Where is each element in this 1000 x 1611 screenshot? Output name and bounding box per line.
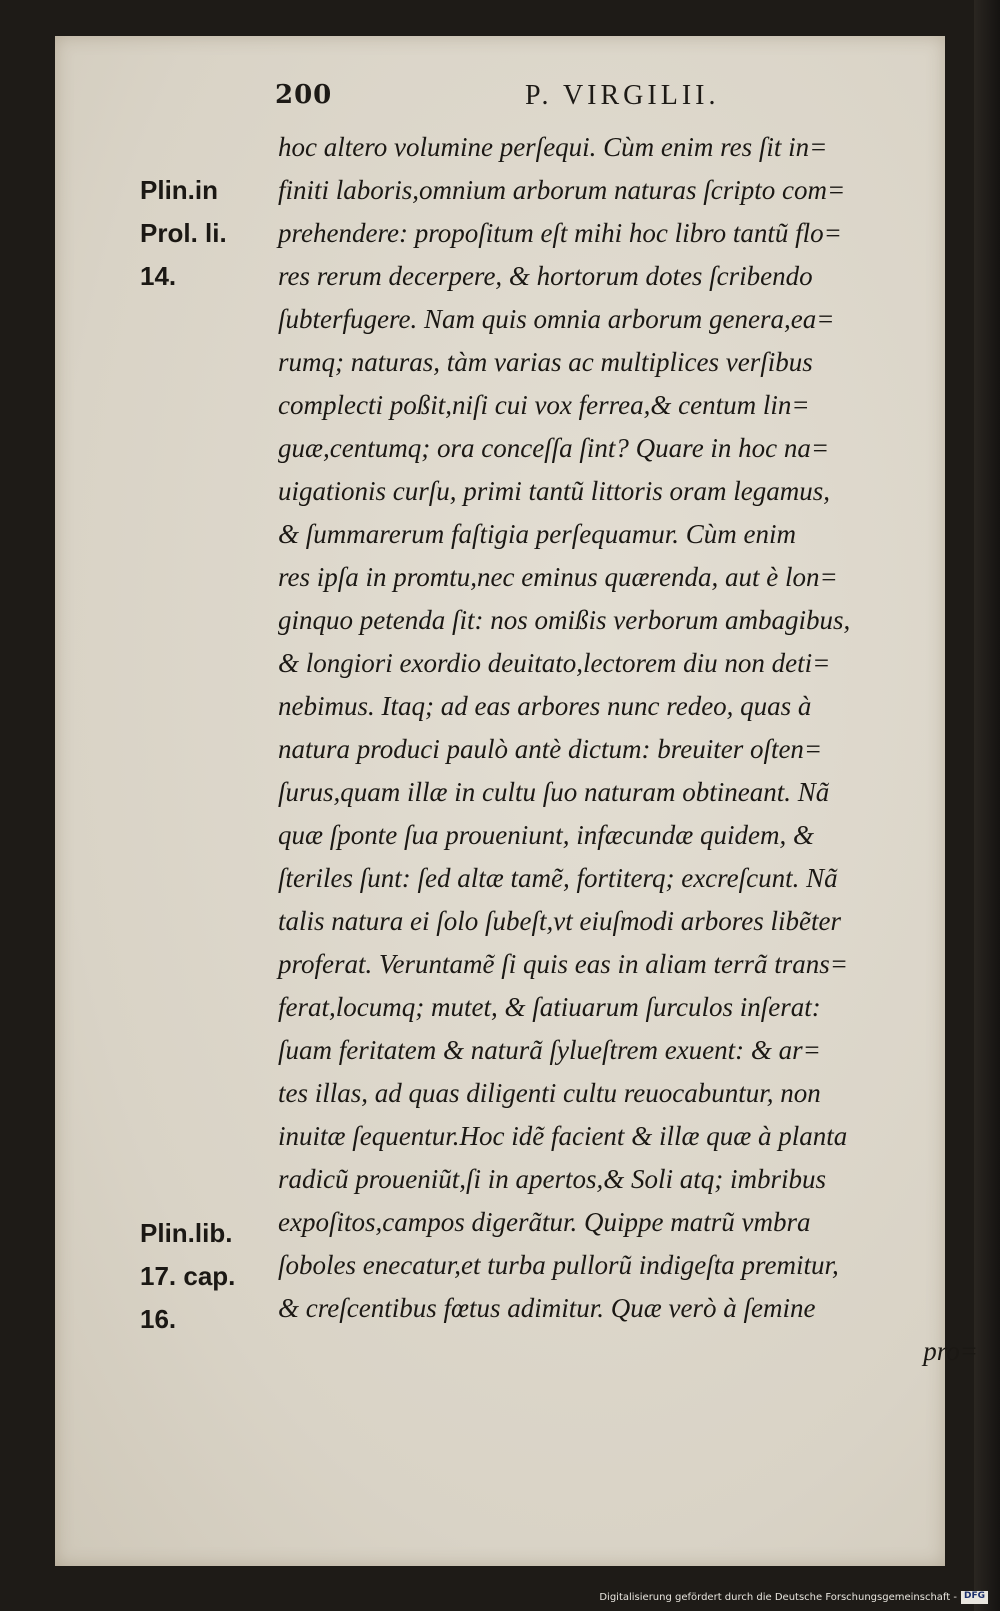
marginal-note-pliny-book-17 xyxy=(140,1218,275,1347)
text-line: finiti laboris,omnium arborum naturas ſcripto com= xyxy=(278,175,846,205)
text-line: ferat,locumq; mutet, & ſatiuarum ſurculos inſerat: xyxy=(278,992,821,1022)
marginal-note-line: 14. xyxy=(140,261,177,291)
text-line: complecti poßit,niſi cui vox ferrea,& centum lin= xyxy=(278,390,810,420)
body-text xyxy=(278,132,978,1379)
text-line: nebimus. Itaq; ad eas arbores nunc redeo, quas à xyxy=(278,691,812,721)
marginal-note-line: Plin.in xyxy=(140,175,218,205)
text-line: & creſcentibus fœtus adimitur. Quæ verò à ſemine xyxy=(278,1293,816,1323)
text-line: ſuam feritatem & naturã ſylueſtrem exuent: & ar= xyxy=(278,1035,821,1065)
text-line: proferat. Veruntamẽ ſi quis eas in aliam terrã trans= xyxy=(278,949,848,979)
text-line: radicũ proueniũt,ſi in apertos,& Soli atq; imbribus xyxy=(278,1164,827,1194)
text-line: ſubterfugere. Nam quis omnia arborum genera,ea= xyxy=(278,304,835,334)
text-line: prehendere: propoſitum eſt mihi hoc libro tantũ flo= xyxy=(278,218,842,248)
marginal-note-line: Prol. li. xyxy=(140,218,227,248)
text-line: & ſummarerum faſtigia perſequamur. Cùm enim xyxy=(278,519,796,549)
text-line: hoc altero volumine perſequi. Cùm enim res ſit in= xyxy=(278,132,828,162)
text-line: res ipſa in promtu,nec eminus quærenda, aut è lon= xyxy=(278,562,838,592)
running-head xyxy=(275,80,775,116)
marginal-note-line: 17. cap. xyxy=(140,1261,236,1291)
text-line: ſteriles ſunt: ſed altæ tamẽ, fortiterq; excreſcunt. Nã xyxy=(278,863,838,893)
text-line: & longiori exordio deuitato,lectorem diu non deti= xyxy=(278,648,831,678)
marginal-note-line: 16. xyxy=(140,1304,177,1334)
digitization-footer xyxy=(599,1587,988,1607)
text-line: expoſitos,campos digerãtur. Quippe matrũ vmbra xyxy=(278,1207,811,1237)
marginal-note-line: Plin.lib. xyxy=(140,1218,233,1248)
text-line: tes illas, ad quas diligenti cultu reuocabuntur, non xyxy=(278,1078,821,1108)
text-line: natura produci paulò antè dictum: breuiter oſten= xyxy=(278,734,823,764)
page-number: 200 xyxy=(275,80,333,110)
text-line: quæ ſponte ſua proueniunt, infæcundæ quidem, & xyxy=(278,820,814,850)
footer-credit: Digitalisierung gefördert durch die Deutsche Forschungsgemeinschaft - xyxy=(599,1591,957,1603)
marginal-note-pliny-prologue xyxy=(140,175,275,304)
text-line: inuitæ ſequentur.Hoc idẽ facient & illæ quæ à planta xyxy=(278,1121,848,1151)
text-line: guæ,centumq; ora conceſſa ſint? Quare in hoc na= xyxy=(278,433,830,463)
text-line: ſurus,quam illæ in cultu ſuo naturam obtineant. Nã xyxy=(278,777,830,807)
text-line: pro= xyxy=(923,1336,978,1366)
text-line: rumq; naturas, tàm varias ac multiplices verſibus xyxy=(278,347,813,377)
text-line: talis natura ei ſolo ſubeſt,vt eiuſmodi arbores libẽter xyxy=(278,906,841,936)
running-title: P. VIRGILII. xyxy=(525,80,720,111)
text-line: ginquo petenda ſit: nos omißis verborum ambagibus, xyxy=(278,605,851,635)
text-line: res rerum decerpere, & hortorum dotes ſcribendo xyxy=(278,261,813,291)
text-line: ſoboles enecatur,et turba pullorũ indigeſta premitur, xyxy=(278,1250,839,1280)
dfg-logo-icon: DFG xyxy=(961,1591,988,1604)
text-line: uigationis curſu, primi tantũ littoris oram legamus, xyxy=(278,476,831,506)
